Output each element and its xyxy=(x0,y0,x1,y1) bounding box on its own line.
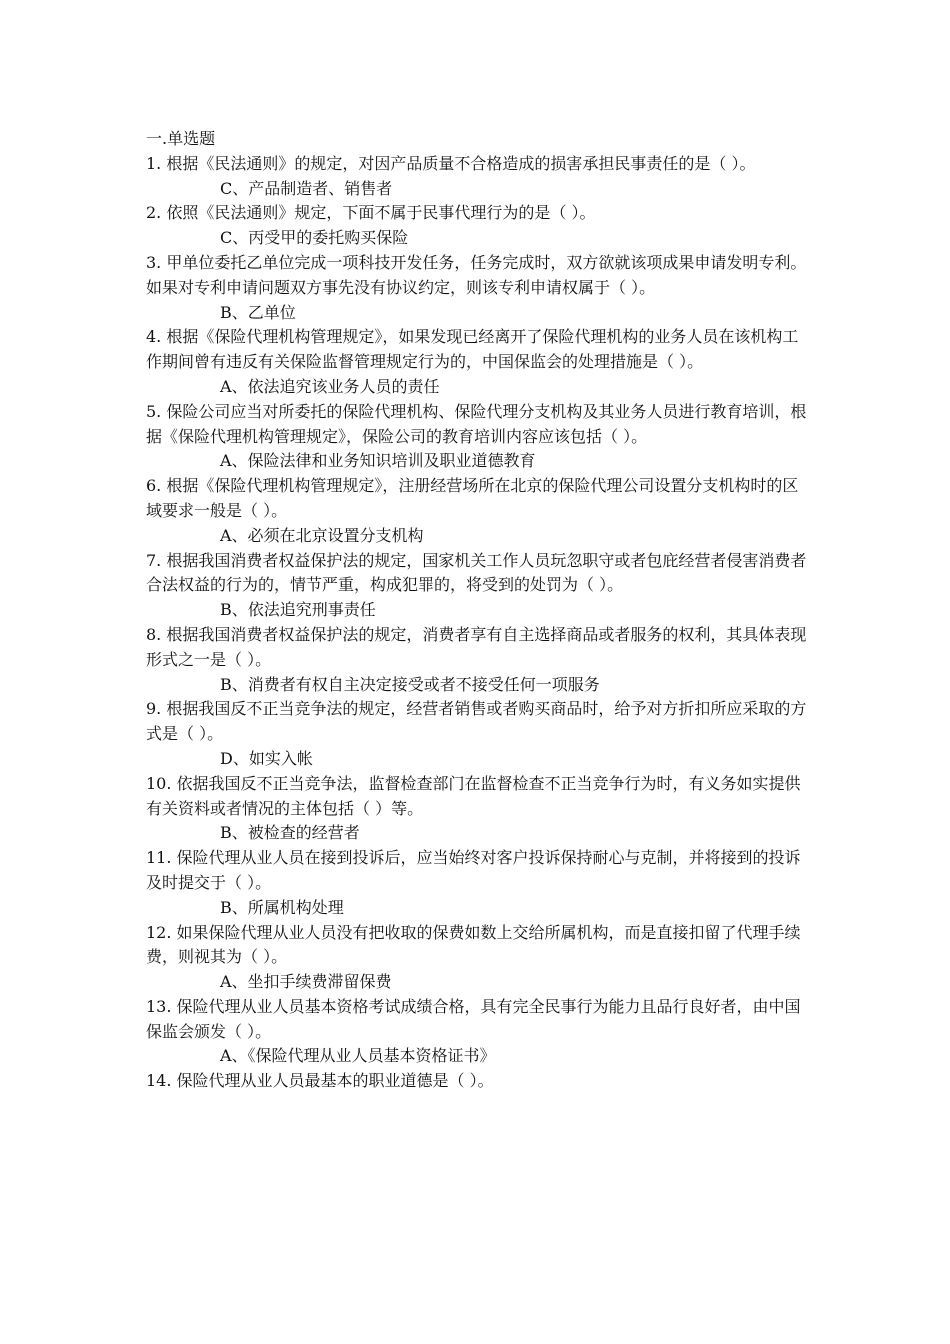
question-4: 4. 根据《保险代理机构管理规定》，如果发现已经离开了保险代理机构的业务人员在该机构工作期间曾有违反有关保险监督管理规定行为的，中国保监会的处理措施是（ ）。 xyxy=(146,327,799,372)
answer-6: A、必须在北京设置分支机构 xyxy=(220,525,424,545)
question-10: 10. 依据我国反不正当竞争法，监督检查部门在监督检查不正当竞争行为时，有义务如实提供有关资料或者情况的主体包括（ ）等。 xyxy=(146,773,801,818)
answer-5: A、保险法律和业务知识培训及职业道德教育 xyxy=(220,451,536,471)
answer-2: C、丙受甲的委托购买保险 xyxy=(220,228,409,248)
section-title: 一.单选题 xyxy=(146,129,216,148)
question-14: 14. 保险代理从业人员最基本的职业道德是（ ）。 xyxy=(146,1071,494,1091)
answer-9: D、如实入帐 xyxy=(220,748,313,768)
question-5: 5. 保险公司应当对所委托的保险代理机构、保险代理分支机构及其业务人员进行教育培训，根据《保险代理机构管理规定》，保险公司的教育培训内容应该包括（ ）。 xyxy=(146,401,807,446)
question-13: 13. 保险代理从业人员基本资格考试成绩合格，具有完全民事行为能力且品行良好者，由中国保监会颁发（ ）。 xyxy=(146,996,801,1041)
answer-12: A、坐扣手续费滞留保费 xyxy=(220,972,392,992)
question-1: 1. 根据《民法通则》的规定，对因产品质量不合格造成的损害承担民事责任的是（ ）。 xyxy=(146,153,756,173)
answer-3: B、乙单位 xyxy=(220,302,296,322)
answer-10: B、被检查的经营者 xyxy=(220,823,360,843)
answer-1: C、产品制造者、销售者 xyxy=(220,178,393,198)
question-2: 2. 依照《民法通则》规定，下面不属于民事代理行为的是（ ）。 xyxy=(146,203,596,223)
question-6: 6. 根据《保险代理机构管理规定》，注册经营场所在北京的保险代理公司设置分支机构时的区域要求一般是（ ）。 xyxy=(146,476,799,520)
answer-8: B、消费者有权自主决定接受或者不接受任何一项服务 xyxy=(220,674,600,694)
answer-11: B、所属机构处理 xyxy=(220,897,344,917)
question-9: 9. 根据我国反不正当竞争法的规定，经营者销售或者购买商品时，给予对方折扣所应采取的方式是（ ）。 xyxy=(146,699,807,744)
answer-7: B、依法追究刑事责任 xyxy=(220,600,376,620)
question-3: 3. 甲单位委托乙单位完成一项科技开发任务，任务完成时，双方欲就该项成果申请发明专利。如果对专利申请问题双方事先没有协议约定，则该专利申请权属于（ ）。 xyxy=(146,252,807,297)
question-7: 7. 根据我国消费者权益保护法的规定，国家机关工作人员玩忽职守或者包庇经营者侵害消费者合法权益的行为的，情节严重，构成犯罪的，将受到的处罚为（ ）。 xyxy=(146,550,807,595)
answer-13: A、《保险代理从业人员基本资格证书》 xyxy=(220,1046,496,1066)
question-8: 8. 根据我国消费者权益保护法的规定，消费者享有自主选择商品或者服务的权利，其具体表现形式之一是（ ）。 xyxy=(146,624,807,669)
answer-4: A、依法追究该业务人员的责任 xyxy=(220,376,440,396)
question-12: 12. 如果保险代理从业人员没有把收取的保费如数上交给所属机构，而是直接扣留了代理手续费，则视其为（ ）。 xyxy=(146,922,801,967)
question-11: 11. 保险代理从业人员在接到投诉后，应当始终对客户投诉保持耐心与克制，并将接到的投诉及时提交于（ ）。 xyxy=(146,848,801,892)
document-body xyxy=(146,127,810,1094)
